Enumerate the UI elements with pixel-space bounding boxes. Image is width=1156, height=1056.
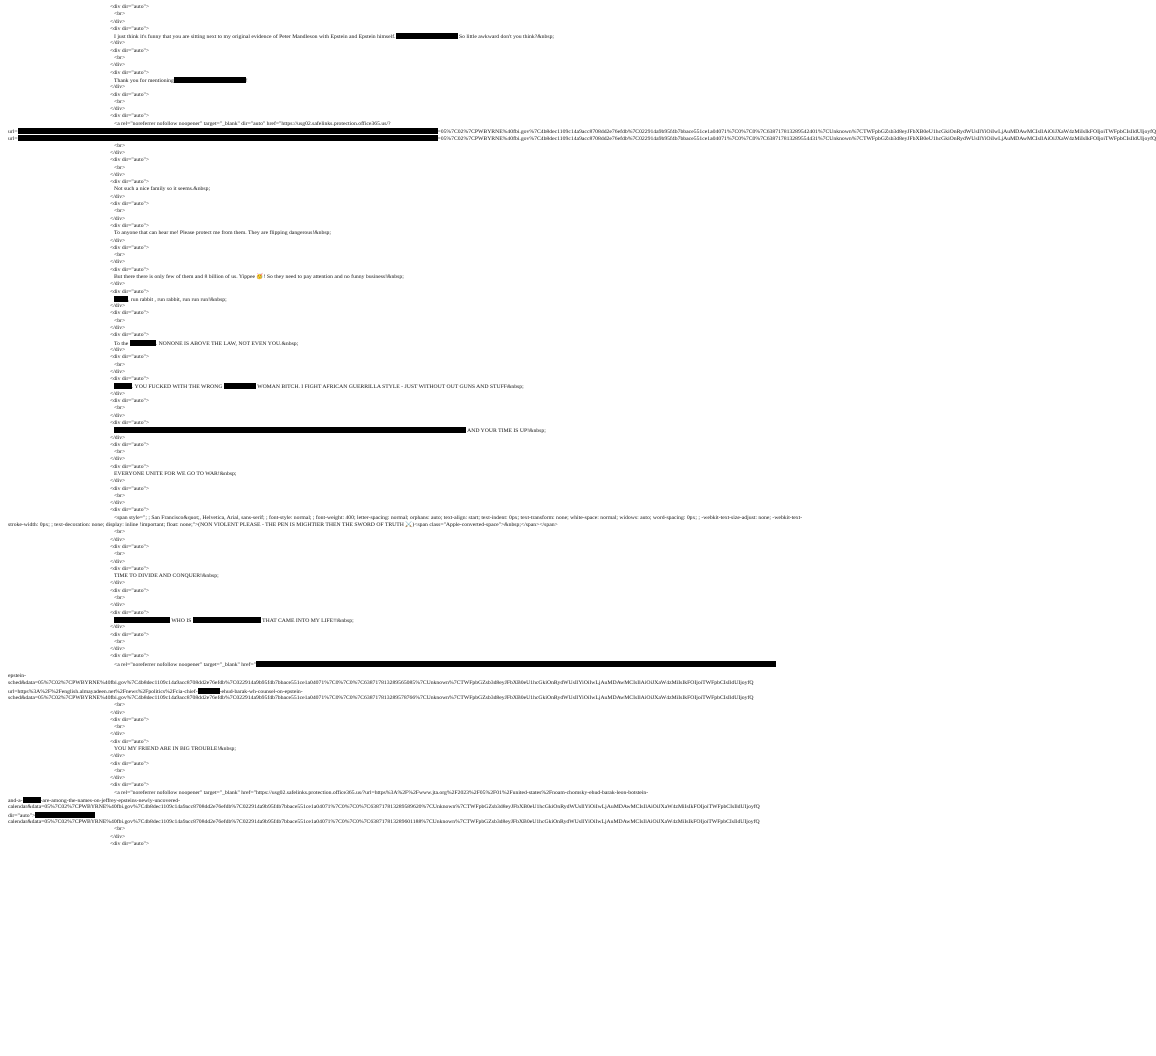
message-line: . YOU FUCKED WITH THE WRONG WOMAN BITCH. I FIGHT AFRICAN GUERRILLA STYLE - JUST WITHOUT OUT GUNS AND STUFF&nbsp; bbox=[0, 383, 816, 390]
redaction-box bbox=[193, 617, 261, 623]
tag-line: </div> bbox=[110, 281, 126, 288]
tag-line: <div dir="auto"> bbox=[110, 631, 150, 638]
tag-line: <br> bbox=[114, 164, 126, 171]
message-line: To the . NONONE IS ABOVE THE LAW, NOT EVEN YOU.&nbsp; bbox=[114, 340, 299, 347]
tag-line: </div> bbox=[110, 434, 126, 441]
tag-line: <div dir="auto"> bbox=[110, 760, 150, 767]
tag-line: </div> bbox=[110, 833, 126, 840]
message-line: But there there is only few of them and 8 billion of us. Yippee 🥳! So they need to pay attention and no funny business!&nbsp; bbox=[114, 273, 404, 280]
url-line: url=https%3A%2F%2Fenglish.almayadeen.net%2Fnews%2Fpolitics%2Fcia-chief- -ehud-barak-wh-counsel-on-epstein- bbox=[8, 688, 303, 695]
tag-line: <div dir="auto"> bbox=[110, 716, 150, 723]
redaction-box bbox=[198, 688, 220, 694]
tag-line: <br> bbox=[114, 11, 126, 18]
tag-line: </div> bbox=[110, 456, 126, 463]
message-line: To anyone that can hear me! Please protect me from them. They are flipping dangerous!&nbsp; bbox=[114, 230, 331, 237]
tag-line: <div dir="auto"> bbox=[110, 244, 150, 251]
tag-line: <br> bbox=[114, 142, 126, 149]
tag-line: <br> bbox=[114, 55, 126, 62]
tag-line: <div dir="auto"> bbox=[110, 47, 150, 54]
tag-line: <br> bbox=[114, 724, 126, 731]
redaction-box bbox=[18, 128, 438, 134]
tag-line: <div dir="auto"> bbox=[110, 398, 150, 405]
url-line: url= =05%7C02%7CPWBYRNE%40fbi.gov%7C4b8dec1109c14a9acc8708dd2e76efdb%7C022914a9b95f4b7bbace551ce1a04071%7C0%7C0%7C638717813289554431%7CUnknown%7CTWFpbGZsb3d8eyJFbXB0eU1hcGkiOnRydWUsIlYiOiIwLjAuMDAwMCIsIlAiOiJXaW4zMiIsIkFOIjoiTWFpbCIsIldUIjoyfQ bbox=[8, 136, 1156, 143]
tag-line: </div> bbox=[110, 149, 126, 156]
tag-line: <div dir="auto"> bbox=[110, 738, 150, 745]
party-emoji-icon: 🥳 bbox=[256, 273, 264, 280]
message-line: , run rabbit , run rabbit, run run run!&nbsp; bbox=[0, 296, 816, 303]
tag-line: <br> bbox=[114, 361, 126, 368]
url-line: calendar&data=05%7C02%7CPWBYRNE%40fbi.gov%7C4b8dec1109c14a9acc8708dd2e76efdb%7C022914a9b95f4b7bbace551ce1a04071%7C0%7C0%7C638717813289601188%7CUnknown%7CTWFpbGZsb3d8eyJFbXB0eU1hcGkiOnRydWUsIlYiOiIwLjAuMDAwMCIsIlAiOiJXaW4zMiIsIkFOIjoiTWFpbCIsIldUIjoyfQ bbox=[8, 818, 760, 825]
tag-line: <div dir="auto"> bbox=[110, 201, 150, 208]
tag-line: <div dir="auto"> bbox=[110, 419, 150, 426]
link-line: <a rel="noreferrer nofollow noopener" target="_blank" href=" bbox=[0, 661, 816, 668]
tag-line: <div dir="auto"> bbox=[110, 376, 150, 383]
link-line: <a rel="noreferrer nofollow noopener" target="_blank" dir="auto" href="https://usg02.safelinks.protection.office365.us/? bbox=[114, 120, 391, 127]
tag-line: </div> bbox=[110, 624, 126, 631]
tag-line: <div dir="auto"> bbox=[110, 266, 150, 273]
tag-line: <div dir="auto"> bbox=[110, 157, 150, 164]
redaction-box bbox=[114, 617, 170, 623]
tag-line: <br> bbox=[114, 98, 126, 105]
tag-line: <div dir="auto"> bbox=[110, 441, 150, 448]
tag-line: </div> bbox=[110, 237, 126, 244]
message-line: WHO IS THAT CAME INTO MY LIFE!!&nbsp; bbox=[0, 617, 816, 624]
span-style-line: <span style="; ; San Francisco&quot;, Helvetica, Arial, sans-serif; ; font-style: normal; ; font-weight: 400; letter-spacing: normal; orphans: auto; text-align: start; text-indent: 0px; text-transform: none; white-space: normal; widows: auto; word-spacing: 0px; ; -webkit-text-size-adjust: none; -webkit-text-stroke-width: 0px; ; text-decoration: none; display: inline !important; float: none;">(NON VIOLENT PLEASE - THE PEN IS MIGHTIER THEN THE SWORD OF TRUTH ⚔️)<span class="Apple-converted-space">&nbsp;</span></span> bbox=[8, 514, 803, 529]
tag-line: </div> bbox=[110, 646, 126, 653]
redaction-box bbox=[114, 383, 132, 389]
tag-line: <div dir="auto"> bbox=[110, 565, 150, 572]
redaction-box bbox=[130, 340, 156, 346]
tag-line: </div> bbox=[110, 753, 126, 760]
tag-line: </div> bbox=[110, 40, 126, 47]
tag-line: <div dir="auto"> bbox=[110, 354, 150, 361]
tag-line: </div> bbox=[110, 731, 126, 738]
tag-line: </div> bbox=[110, 580, 126, 587]
tag-line: <div dir="auto"> bbox=[110, 840, 150, 847]
tag-line: <br> bbox=[114, 492, 126, 499]
url-line: dir="auto"> bbox=[0, 812, 816, 819]
tag-line: <div dir="auto"> bbox=[110, 587, 150, 594]
tag-line: </div> bbox=[110, 303, 126, 310]
message-line: Not such a nice family so it seems.&nbsp; bbox=[114, 186, 211, 193]
tag-line: </div> bbox=[110, 558, 126, 565]
url-line: sched&data=05%7C02%7CPWBYRNE%40fbi.gov%7C4b8dec1109c14a9acc8708dd2e76efdb%7C022914a9b95f4b7bbace551ce1a04071%7C0%7C0%7C638717813289578766%7CUnknown%7CTWFpbGZsb3d8eyJFbXB0eU1hcGkiOnRydWUsIlYiOiIwLjAuMDAwMCIsIlAiOiJXaW4zMiIsIkFOIjoiTWFpbCIsIldUIjoyfQ bbox=[8, 694, 754, 701]
tag-line: </div> bbox=[110, 215, 126, 222]
tag-line: <div dir="auto"> bbox=[110, 782, 150, 789]
tag-line: <div dir="auto"> bbox=[110, 543, 150, 550]
tag-line: <br> bbox=[114, 702, 126, 709]
tag-line: </div> bbox=[110, 325, 126, 332]
tag-line: </div> bbox=[110, 18, 126, 25]
redaction-box bbox=[23, 797, 41, 803]
redaction-box bbox=[396, 33, 458, 39]
message-line: Thank you for mentioning ! bbox=[114, 77, 248, 84]
redaction-box bbox=[18, 135, 438, 141]
tag-line: <div dir="auto"> bbox=[110, 4, 150, 10]
tag-line: <br> bbox=[114, 551, 126, 558]
url-line: epstein- bbox=[8, 673, 27, 680]
tag-line: <br> bbox=[114, 826, 126, 833]
tag-line: </div> bbox=[110, 259, 126, 266]
message-line: AND YOUR TIME IS UP!&nbsp; bbox=[0, 427, 816, 434]
url-line: calendar&data=05%7C02%7CPWBYRNE%40fbi.gov%7C4b8dec1109c14a9acc8708dd2e76efdb%7C022914a9b95f4b7bbace551ce1a04071%7C0%7C0%7C638717813289589620%7CUnknown%7CTWFpbGZsb3d8eyJFbXB0eU1hcGkiOnRydWUsIlYiOiIwLjAuMDAwMCIsIlAiOiJXaW4zMiIsIkFOIjoiTWFpbCIsIldUIjoyfQ bbox=[8, 804, 760, 811]
tag-line: <br> bbox=[114, 638, 126, 645]
redaction-box bbox=[174, 77, 246, 83]
redaction-box bbox=[35, 812, 95, 818]
redaction-box bbox=[224, 383, 256, 389]
tag-line: <div dir="auto"> bbox=[110, 288, 150, 295]
tag-line: <br> bbox=[114, 208, 126, 215]
tag-line: </div> bbox=[110, 602, 126, 609]
redaction-box bbox=[114, 427, 466, 433]
tag-line: <div dir="auto"> bbox=[110, 507, 150, 514]
tag-line: </div> bbox=[110, 478, 126, 485]
message-line: I just think it's funny that you are sitting next to my original evidence of Peter Mandleson with Epstein and Epstein himself. So little awkward don't you think?&nbsp; bbox=[114, 34, 555, 41]
tag-line: <div dir="auto"> bbox=[110, 653, 150, 660]
tag-line: <div dir="auto"> bbox=[110, 332, 150, 339]
tag-line: <br> bbox=[114, 529, 126, 536]
tag-line: <br> bbox=[114, 449, 126, 456]
tag-line: <br> bbox=[114, 252, 126, 259]
tag-line: <br> bbox=[114, 595, 126, 602]
tag-line: <br> bbox=[114, 317, 126, 324]
tag-line: <div dir="auto"> bbox=[110, 222, 150, 229]
tag-line: <br> bbox=[114, 405, 126, 412]
url-line: and-a- -are-among-the-names-on-jeffrey-epsteins-newly-uncovered- bbox=[8, 798, 181, 805]
tag-line: <div dir="auto"> bbox=[110, 25, 150, 32]
redaction-box bbox=[114, 296, 128, 302]
url-line: url= =05%7C02%7CPWBYRNE%40fbi.gov%7C4b8dec1109c14a9acc8708dd2e76efdb%7C022914a9b95f4b7bbace551ce1a04071%7C0%7C0%7C638717813289542401%7CUnknown%7CTWFpbGZsb3d8eyJFbXB0eU1hcGkiOnRydWUsIlYiOiIwLjAuMDAwMCIsIlAiOiJXaW4zMiIsIkFOIjoiTWFpbCIsIldUIjoyfQ bbox=[8, 129, 1156, 136]
tag-line: </div> bbox=[110, 775, 126, 782]
tag-line: </div> bbox=[110, 171, 126, 178]
tag-line: <div dir="auto"> bbox=[110, 485, 150, 492]
tag-line: </div> bbox=[110, 106, 126, 113]
redaction-box bbox=[256, 661, 776, 667]
message-line: TIME TO DIVIDE AND CONQUER!&nbsp; bbox=[114, 573, 219, 580]
tag-line: </div> bbox=[110, 709, 126, 716]
tag-line: </div> bbox=[110, 412, 126, 419]
tag-line: </div> bbox=[110, 193, 126, 200]
tag-line: </div> bbox=[110, 536, 126, 543]
tag-line: <div dir="auto"> bbox=[110, 463, 150, 470]
tag-line: </div> bbox=[110, 346, 126, 353]
document-page bbox=[0, 4, 1156, 848]
tag-line: <div dir="auto"> bbox=[110, 179, 150, 186]
tag-line: </div> bbox=[110, 368, 126, 375]
tag-line: <div dir="auto"> bbox=[110, 113, 150, 120]
tag-line: <div dir="auto"> bbox=[110, 310, 150, 317]
link-line: <a rel="noreferrer nofollow noopener" target="_blank" href="https://usg02.safelinks.protection.office365.us/?url=https%3A%2F%2Fwww.jta.org%2F2023%2F05%2F01%2Funited-states%2Fnoam-chomsky-ehud-barak-leon-botstein- bbox=[114, 789, 649, 796]
tag-line: </div> bbox=[110, 62, 126, 69]
message-line: EVERYONE UNITE FOR WE GO TO WAR!&nbsp; bbox=[114, 471, 237, 477]
url-line: sched&data=05%7C02%7CPWBYRNE%40fbi.gov%7C4b8dec1109c14a9acc8708dd2e76efdb%7C022914a9b95f4b7bbace551ce1a04071%7C0%7C0%7C638717813289565085%7CUnknown%7CTWFpbGZsb3d8eyJFbXB0eU1hcGkiOnRydWUsIlYiOiIwLjAuMDAwMCIsIlAiOiJXaW4zMiIsIkFOIjoiTWFpbCIsIldUIjoyfQ bbox=[8, 680, 754, 687]
tag-line: <div dir="auto"> bbox=[110, 609, 150, 616]
tag-line: <div dir="auto"> bbox=[110, 69, 150, 76]
tag-line: </div> bbox=[110, 390, 126, 397]
tag-line: </div> bbox=[110, 500, 126, 507]
tag-line: </div> bbox=[110, 84, 126, 91]
message-line: YOU MY FRIEND ARE IN BIG TROUBLE!&nbsp; bbox=[114, 745, 236, 752]
tag-line: <br> bbox=[114, 767, 126, 774]
tag-line: <div dir="auto"> bbox=[110, 91, 150, 98]
